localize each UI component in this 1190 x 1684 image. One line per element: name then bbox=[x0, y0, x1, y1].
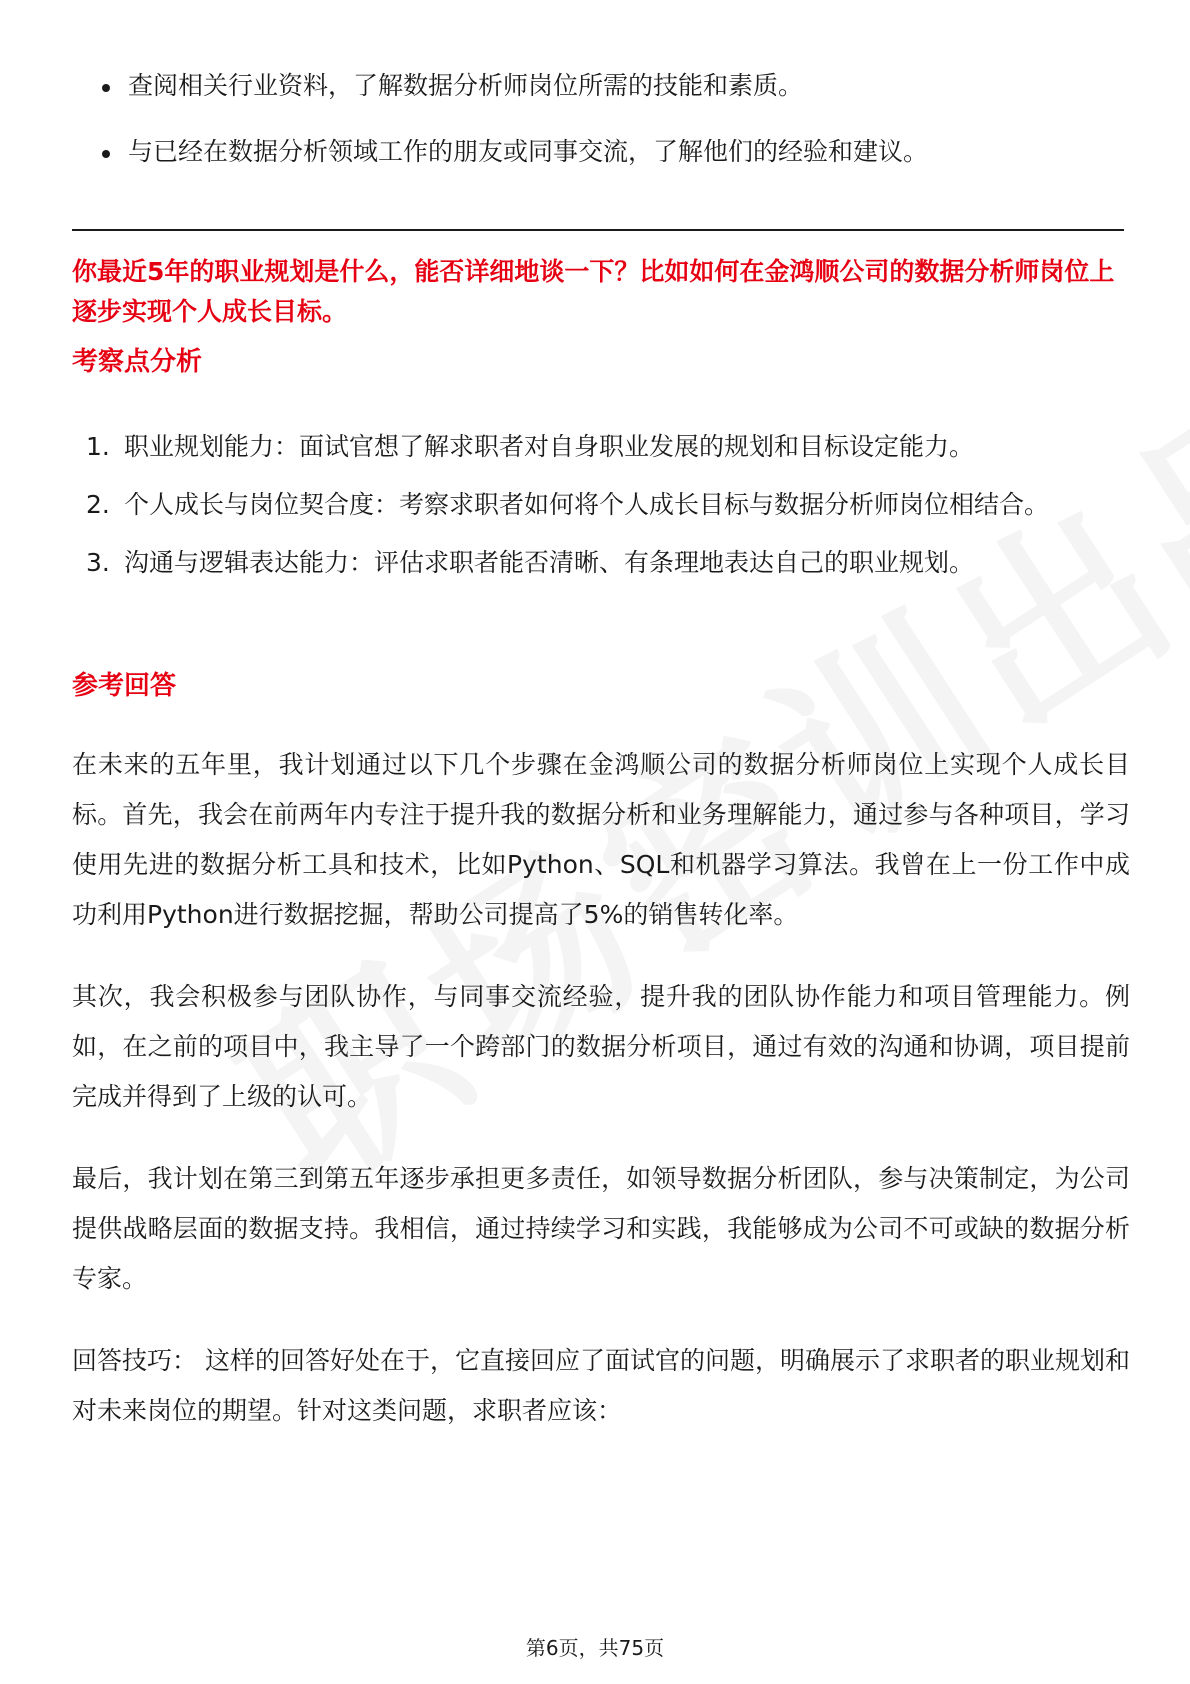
list-item bbox=[86, 422, 1126, 472]
interview-question: 你最近5年的职业规划是什么，能否详细地谈一下？比如如何在金鸿顺公司的数据分析师岗位上逐步实现个人成长目标。 bbox=[72, 257, 1115, 326]
answer-paragraph: 其次，我会积极参与团队协作，与同事交流经验，提升我的团队协作能力和项目管理能力。例如，在之前的项目中，我主导了一个跨部门的数据分析项目，通过有效的沟通和协调，项目提前完成并得到了上级的认可。 bbox=[72, 982, 1130, 1111]
list-item-text: 职业规划能力：面试官想了解求职者对自身职业发展的规划和目标设定能力。 bbox=[124, 432, 975, 461]
analysis-heading: 考察点分析 bbox=[72, 347, 203, 377]
list-item bbox=[86, 480, 1126, 530]
answer-paragraph: 在未来的五年里，我计划通过以下几个步骤在金鸿顺公司的数据分析师岗位上实现个人成长目标。首先，我会在前两年内专注于提升我的数据分析和业务理解能力，通过参与各种项目，学习使用先进的数据分析工具和技术，比如Python、SQL和机器学习算法。我曾在上一份工作中成功利用Python进行数据挖掘，帮助公司提高了5%的销售转化率。 bbox=[72, 750, 1130, 929]
bullet-item: 查阅相关行业资料，了解数据分析师岗位所需的技能和素质。 bbox=[100, 68, 1120, 104]
answer-tips-paragraph: 回答技巧： 这样的回答好处在于，它直接回应了面试官的问题，明确展示了求职者的职业规划和对未来岗位的期望。针对这类问题，求职者应该： bbox=[72, 1346, 1130, 1425]
answer-body bbox=[72, 740, 1130, 1468]
list-number: 1. bbox=[86, 432, 110, 461]
list-item bbox=[86, 538, 1126, 588]
answer-paragraph: 最后，我计划在第三到第五年逐步承担更多责任，如领导数据分析团队，参与决策制定，为公司提供战略层面的数据支持。我相信，通过持续学习和实践，我能够成为公司不可或缺的数据分析专家。 bbox=[72, 1164, 1130, 1293]
list-item-text: 沟通与逻辑表达能力：评估求职者能否清晰、有条理地表达自己的职业规划。 bbox=[124, 548, 975, 577]
section-divider bbox=[72, 229, 1124, 231]
page-number-footer: 第6页，共75页 bbox=[525, 1636, 665, 1660]
top-bullet-list bbox=[100, 68, 1120, 200]
answer-heading: 参考回答 bbox=[72, 671, 177, 701]
list-item-text: 个人成长与岗位契合度：考察求职者如何将个人成长目标与数据分析师岗位相结合。 bbox=[124, 490, 1050, 519]
list-number: 3. bbox=[86, 548, 110, 577]
list-number: 2. bbox=[86, 490, 110, 519]
bullet-item: 与已经在数据分析领域工作的朋友或同事交流，了解他们的经验和建议。 bbox=[100, 134, 1120, 170]
analysis-list bbox=[86, 422, 1126, 596]
